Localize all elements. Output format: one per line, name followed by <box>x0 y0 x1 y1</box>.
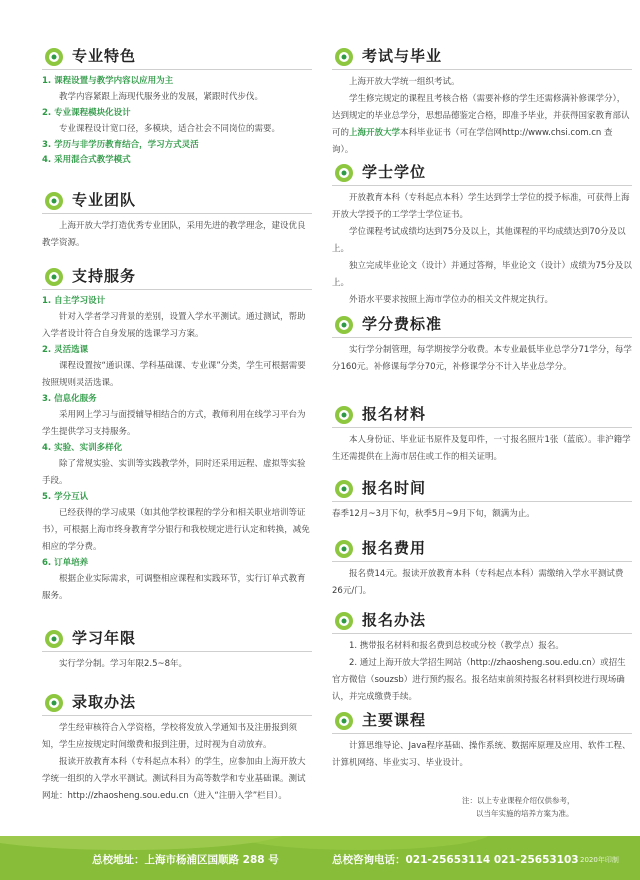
paragraph: 本人身份证、毕业证书原件及复印件，一寸报名照片1张（蓝底）。非沪籍学生还需提供在上海市居住或工作的相关证明。 <box>332 435 631 462</box>
section-title: 专业特色 <box>72 47 137 65</box>
section-header <box>332 160 632 186</box>
section-badge-icon <box>44 267 64 287</box>
paragraph: 除了常规实验、实训等实践教学外，同时还采用远程、虚拟等实验手段。 <box>42 459 306 486</box>
section-header <box>42 264 312 290</box>
print-date: 2020年印制 <box>580 856 619 864</box>
divider <box>42 213 312 214</box>
section-title: 学士学位 <box>362 163 427 181</box>
section-badge-icon <box>334 539 354 559</box>
paragraph: 根据企业实际需求，可调整相应课程和实践环节，实行订单式教育服务。 <box>42 574 306 601</box>
section-header <box>332 608 632 634</box>
paragraph: 实行学分制管理，每学期按学分收费。本专业最低毕业总学分71学分，每学分160元。补修课每学分70元，补修课学分不计入毕业总学分。 <box>332 345 632 372</box>
divider <box>42 651 312 652</box>
section-badge-icon <box>334 163 354 183</box>
section-header <box>42 626 312 652</box>
section-zhuanye-tuandui <box>42 188 312 252</box>
section-title: 支持服务 <box>72 267 137 285</box>
paragraph: 春季12月~3月下旬，秋季5月~9月下旬，额满为止。 <box>332 509 535 519</box>
paragraph: 已经获得的学习成果（如其他学校课程的学分和相关职业培训等证书），可根据上海市终身教育学分银行和我校规定进行认定和转换，减免相应的学分费。 <box>42 508 310 552</box>
section-kaoshi <box>332 44 632 159</box>
section-badge-icon <box>44 629 64 649</box>
paragraph: 采用网上学习与面授辅导相结合的方式，教师利用在线学习平台为学生提供学习支持服务。 <box>42 410 306 437</box>
divider <box>332 185 632 186</box>
paragraph: 1. 携带报名材料和报名费到总校或分校（教学点）报名。 <box>349 641 564 651</box>
divider <box>332 561 632 562</box>
section-baoming-banfa <box>332 608 632 706</box>
paragraph: 学位课程考试成绩均达到75分及以上，其他课程的平均成绩达到70分及以上。 <box>332 227 626 254</box>
paragraph: 报读开放教育本科（专科起点本科）的学生，应参加由上海开放大学统一组织的入学水平测试。测试科目为高等数学和专业基础课。测试网址：http://zhaosheng.sou.edu.cn（进入“注册入学”栏目）。 <box>42 757 306 801</box>
paragraph: 外语水平要求按照上海市学位办的相关文件规定执行。 <box>349 295 554 305</box>
section-badge-icon <box>334 405 354 425</box>
paragraph: 2. 通过上海开放大学招生网站（http://zhaosheng.sou.edu.cn）或招生官方微信（souzsb）进行预约报名。报名结束前须持报名材料到校进行现场确认，并完成缴费手续。 <box>332 658 626 702</box>
section-title: 专业团队 <box>72 191 137 209</box>
section-title: 学分费标准 <box>362 315 443 333</box>
footer-address: 总校地址：上海市杨浦区国顺路 288 号 <box>92 854 279 866</box>
divider <box>332 69 632 70</box>
text: 本科毕业证书（可在学信网http://www.chsi.com.cn 查询）。 <box>332 128 613 155</box>
divider <box>42 289 312 290</box>
divider <box>332 633 632 634</box>
divider <box>332 733 632 734</box>
section-title: 主要课程 <box>362 711 427 729</box>
paragraph: 上海开放大学统一组织考试。 <box>349 77 460 87</box>
subheading: 6. 订单培养 <box>42 558 89 568</box>
section-header <box>332 44 632 70</box>
section-xueshi <box>332 160 632 309</box>
footer-phone: 总校咨询电话：021-25653114 021-25653103 <box>332 854 579 866</box>
section-header <box>332 536 632 562</box>
subheading: 2. 灵活选课 <box>42 345 89 355</box>
subheading: 5. 学分互认 <box>42 492 89 502</box>
highlight-text: 上海开放大学 <box>349 128 401 138</box>
section-header <box>332 312 632 338</box>
section-title: 学习年限 <box>72 629 137 647</box>
subheading: 1. 课程设置与教学内容以应用为主 <box>42 76 174 86</box>
paragraph: 计算思维导论、Java程序基础、操作系统、数据库原理及应用、软件工程、计算机网络、毕业实习、毕业设计。 <box>332 741 631 768</box>
paragraph: 针对入学者学习背景的差别，设置入学水平测试。通过测试，帮助入学者设计符合自身发展的选课学习方案。 <box>42 312 306 339</box>
section-badge-icon <box>44 693 64 713</box>
section-zhuanye-tese <box>42 44 312 168</box>
section-header <box>42 690 312 716</box>
section-badge-icon <box>334 611 354 631</box>
paragraph: 教学内容紧跟上海现代服务业的发展，紧跟时代步伐。 <box>59 92 264 102</box>
divider <box>42 715 312 716</box>
section-badge-icon <box>44 47 64 67</box>
section-luqu-banfa <box>42 690 312 805</box>
section-title: 录取办法 <box>72 693 137 711</box>
section-badge-icon <box>44 191 64 211</box>
divider <box>332 427 632 428</box>
paragraph: 专业课程设计宽口径，多模块，适合社会不同岗位的需要。 <box>59 124 281 134</box>
section-header <box>332 402 632 428</box>
paragraph: 学生经审核符合入学资格，学校将发放入学通知书及注册报到须知，学生应按规定时间缴费和报到注册，过时视为自动放弃。 <box>42 723 298 750</box>
section-title: 报名办法 <box>362 611 427 629</box>
section-badge-icon <box>334 315 354 335</box>
paragraph: 报名费14元。报读开放教育本科（专科起点本科）需缴纳入学水平测试费26元/门。 <box>332 569 624 596</box>
section-zhichi-fuwu <box>42 264 312 605</box>
section-baoming-feiyong <box>332 536 632 600</box>
paragraph <box>332 91 632 159</box>
subheading: 4. 实验、实训多样化 <box>42 443 123 453</box>
subheading: 4. 采用混合式教学模式 <box>42 155 131 165</box>
text: 学生修完规定的课程且考核合格（需要补修的学生还需修满补修课学分），达到规定的毕业总学分，思想品德鉴定合格，即准予毕业，并获得国家教育部认可的 <box>332 94 630 138</box>
section-xuefen-fei <box>332 312 632 376</box>
paragraph: 独立完成毕业论文（设计）并通过答辩，毕业论文（设计）成绩为75分及以上。 <box>332 261 632 288</box>
footer-bar <box>0 836 640 880</box>
subheading: 3. 信息化服务 <box>42 394 97 404</box>
section-header <box>332 708 632 734</box>
section-title: 考试与毕业 <box>362 47 443 65</box>
paragraph: 开放教育本科（专科起点本科）学生达到学士学位的授予标准，可获得上海开放大学授予的工学学士学位证书。 <box>332 193 630 220</box>
section-baoming-cailiao <box>332 402 632 466</box>
section-badge-icon <box>334 479 354 499</box>
section-header <box>42 188 312 214</box>
section-baoming-shijian <box>332 476 632 523</box>
subheading: 3. 学历与非学历教育结合，学习方式灵活 <box>42 140 199 150</box>
decorative-wave <box>230 836 490 850</box>
paragraph: 课程设置按“通识课、学科基础课、专业课”分类，学生可根据需要按照规则灵活选课。 <box>42 361 306 388</box>
divider <box>332 501 632 502</box>
divider <box>332 337 632 338</box>
footnote-line: 以当年实施的培养方案为准。 <box>476 809 574 818</box>
section-badge-icon <box>334 47 354 67</box>
divider <box>42 69 312 70</box>
section-xuexi-nianxian <box>42 626 312 673</box>
footnote <box>462 794 632 820</box>
section-header <box>42 44 312 70</box>
section-zhuyao-kecheng <box>332 708 632 772</box>
paragraph: 上海开放大学打造优秀专业团队，采用先进的教学理念，建设优良教学资源。 <box>42 221 306 248</box>
section-header <box>332 476 632 502</box>
section-badge-icon <box>334 711 354 731</box>
paragraph: 实行学分制。学习年限2.5~8年。 <box>59 659 188 669</box>
footnote-line: 注：以上专业课程介绍仅供参考， <box>462 796 575 805</box>
section-title: 报名材料 <box>362 405 427 423</box>
subheading: 2. 专业课程模块化设计 <box>42 108 131 118</box>
subheading: 1. 自主学习设计 <box>42 296 106 306</box>
section-title: 报名时间 <box>362 479 427 497</box>
section-title: 报名费用 <box>362 539 427 557</box>
